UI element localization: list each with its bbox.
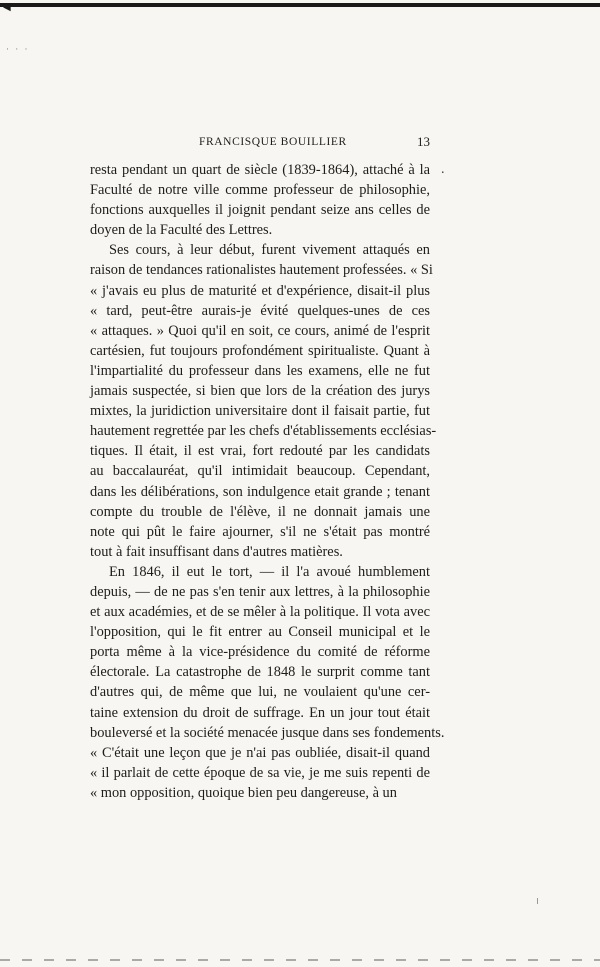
margin-dots: · · · — [6, 44, 30, 54]
text-line: fonctions auxquelles il joignit pendant seize ans celles de — [90, 202, 430, 219]
text-line: d'autres qui, de même que lui, ne voulaient qu'une cer- — [90, 684, 430, 701]
text-line: électorale. La catastrophe de 1848 le surprit comme tant — [90, 664, 430, 681]
text-line: raison de tendances rationalistes hautement professées. « Si — [90, 262, 433, 279]
text-line: note qui pût le faire ajourner, s'il ne s'était pas montré — [90, 523, 430, 540]
text-line: dans les délibérations, son indulgence etait grande ; tenant — [90, 483, 430, 500]
text-line: resta pendant un quart de siècle (1839-1864), attaché à la — [90, 162, 430, 178]
text-line: doyen de la Faculté des Lettres. — [90, 222, 273, 239]
paragraph — [90, 160, 430, 240]
text-line: « attaques. » Quoi qu'il en soit, ce cours, animé de l'esprit — [90, 322, 430, 339]
text-line: l'opposition, qui le fit entrer au Conseil municipal et le — [90, 624, 430, 641]
body-text — [90, 160, 445, 803]
bottom-edge-dashes — [0, 959, 600, 961]
text-line: tout à fait insuffisant dans d'autres matières. — [90, 543, 343, 560]
corner-triangle-mark: ◀ — [3, 2, 11, 13]
margin-tick — [537, 898, 538, 904]
text-line: compte du trouble de l'élève, il ne donnait jamais une — [90, 503, 430, 520]
paragraph — [90, 562, 445, 803]
text-line: taine extension du droit de suffrage. En un jour tout était — [90, 704, 430, 721]
running-head: FRANCISQUE BOUILLIER — [199, 136, 347, 148]
text-line: au baccalauréat, qu'il intimidait beaucoup. Cependant, — [90, 463, 430, 480]
paragraph — [90, 240, 437, 562]
text-line: hautement regrettée par les chefs d'établissements ecclésias- — [90, 423, 437, 440]
text-line: « mon opposition, quoique bien peu dangereuse, à un — [90, 784, 397, 801]
text-line: jamais suspectée, si bien que lors de la création des jurys — [90, 383, 430, 400]
text-line: « j'avais eu plus de maturité et d'expérience, disait-il plus — [90, 282, 430, 299]
text-line: depuis, — de ne pas s'en tenir aux lettres, à la philosophie — [90, 583, 430, 600]
text-line: bouleversé et la société menacée jusque dans ses fondements. — [90, 724, 445, 741]
text-line: et aux académies, et de se mêler à la politique. Il vota avec — [90, 604, 430, 621]
text-line: Ses cours, à leur début, furent vivement attaqués en — [109, 242, 430, 259]
text-line: porta même à la vice-présidence du comité de réforme — [90, 644, 430, 661]
page-header — [90, 134, 430, 154]
text-line: « tard, peut-être aurais-je évité quelques-unes de ces — [90, 302, 430, 319]
text-line: « C'était une leçon que je n'ai pas oubliée, disait-il quand — [90, 744, 430, 761]
text-line: mixtes, la juridiction universitaire dont il faisait partie, fut — [90, 403, 430, 420]
page-number: 13 — [417, 134, 430, 149]
text-line: En 1846, il eut le tort, — il l'a avoué humblement — [109, 563, 430, 580]
text-line: l'impartialité du professeur dans les examens, elle ne fut — [90, 362, 430, 379]
text-line: cartésien, fut toujours profondément spiritualiste. Quant à — [90, 342, 430, 359]
text-line: tiques. Il était, il est vrai, fort redouté par les candidats — [90, 443, 430, 460]
top-border-rule — [0, 3, 600, 7]
margin-mark: . — [441, 162, 445, 177]
text-line: Faculté de notre ville comme professeur de philosophie, — [90, 182, 430, 199]
text-line: « il parlait de cette époque de sa vie, je me suis repenti de — [90, 764, 430, 781]
